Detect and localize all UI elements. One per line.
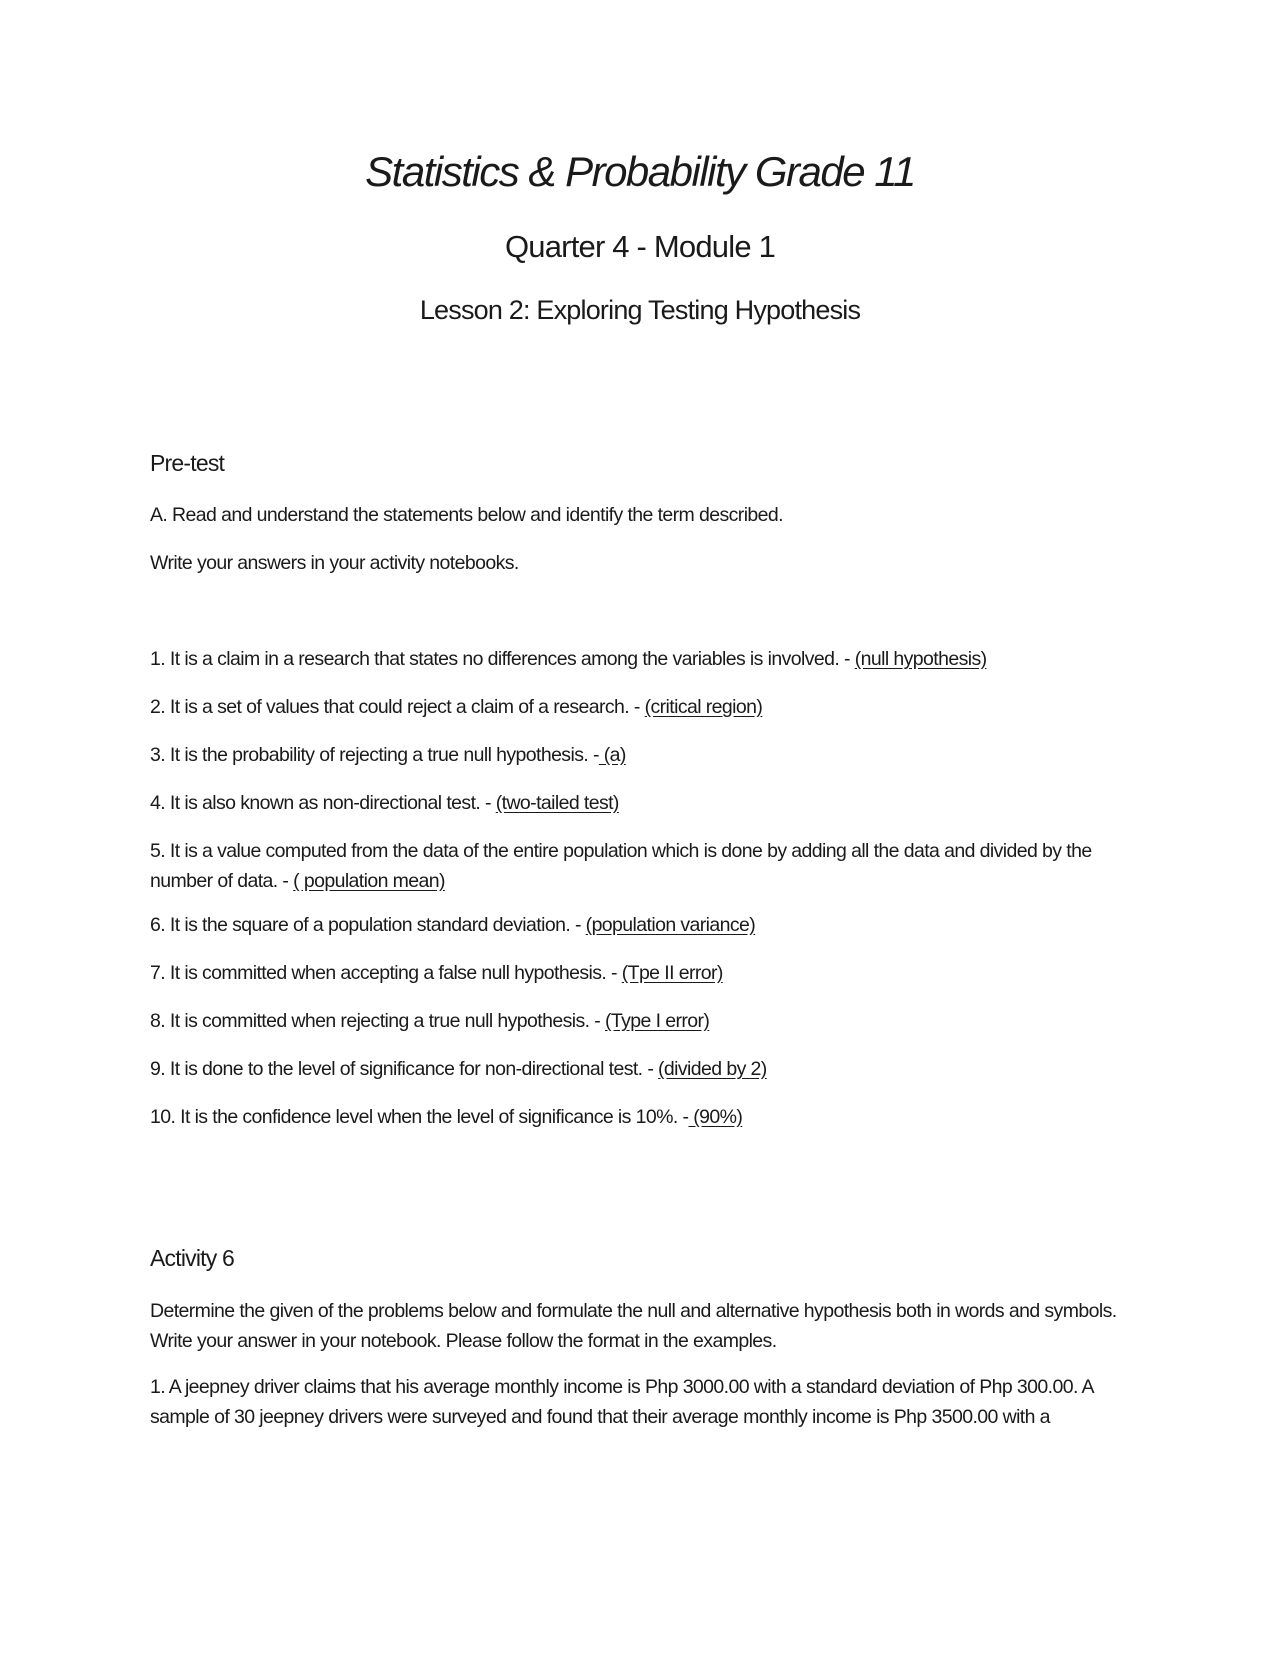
item-text: 6. It is the square of a population standard deviation. - <box>150 914 586 936</box>
pretest-item <box>150 1102 1130 1132</box>
pretest-item <box>150 1006 1130 1036</box>
pretest-item <box>150 958 1130 988</box>
pretest-item <box>150 788 1130 818</box>
item-answer: (divided by 2) <box>658 1058 767 1080</box>
item-answer: (Tpe II error) <box>621 962 723 984</box>
document-title: Statistics & Probability Grade 11 <box>365 148 915 195</box>
activity-instruction: Determine the given of the problems below and formulate the null and alternative hypothesis both in words and symbols. Write your answer in your notebook. Please follow the format in the examples. <box>150 1300 1117 1352</box>
pretest-instruction-2: Write your answers in your activity notebooks. <box>150 552 519 574</box>
item-answer: (null hypothesis) <box>854 648 987 670</box>
pretest-instruction-1: A. Read and understand the statements below and identify the term described. <box>150 504 783 526</box>
item-answer: (population variance) <box>585 914 756 936</box>
module-subtitle: Quarter 4 - Module 1 <box>504 229 776 264</box>
item-answer: (Type I error) <box>604 1010 710 1032</box>
item-text: 4. It is also known as non-directional test. - <box>150 792 496 814</box>
pretest-item <box>150 836 1130 896</box>
item-text: 10. It is the confidence level when the level of significance is 10%. - <box>150 1106 689 1128</box>
item-text: 7. It is committed when accepting a false null hypothesis. - <box>150 962 622 984</box>
pretest-heading: Pre-test <box>150 450 225 476</box>
activity-problem-1: 1. A jeepney driver claims that his average monthly income is Php 3000.00 with a standard deviation of Php 300.00. A sample of 30 jeepney drivers were surveyed and found that their average monthly income is Php 3500.00 with a <box>150 1376 1093 1428</box>
item-text: 5. It is a value computed from the data of the entire population which is done by adding all the data and divided by the number of data. - <box>150 840 1092 892</box>
pretest-item <box>150 644 1130 674</box>
item-answer: (two-tailed test) <box>495 792 619 814</box>
item-text: 1. It is a claim in a research that states no differences among the variables is involved. - <box>150 648 855 670</box>
lesson-title: Lesson 2: Exploring Testing Hypothesis <box>419 295 861 325</box>
item-text: 2. It is a set of values that could reject a claim of a research. - <box>150 696 645 718</box>
item-text: 8. It is committed when rejecting a true null hypothesis. - <box>150 1010 605 1032</box>
activity-heading: Activity 6 <box>150 1245 235 1271</box>
pretest-item <box>150 740 1130 770</box>
item-answer: (critical region) <box>644 696 763 718</box>
item-answer: (90%) <box>688 1106 743 1128</box>
item-text: 9. It is done to the level of significance for non-directional test. - <box>150 1058 659 1080</box>
pretest-item <box>150 692 1130 722</box>
pretest-item <box>150 910 1130 940</box>
item-text: 3. It is the probability of rejecting a true null hypothesis. - <box>150 744 599 766</box>
pretest-item <box>150 1054 1130 1084</box>
item-answer: ( population mean) <box>293 870 445 892</box>
item-answer: (a) <box>598 744 626 766</box>
